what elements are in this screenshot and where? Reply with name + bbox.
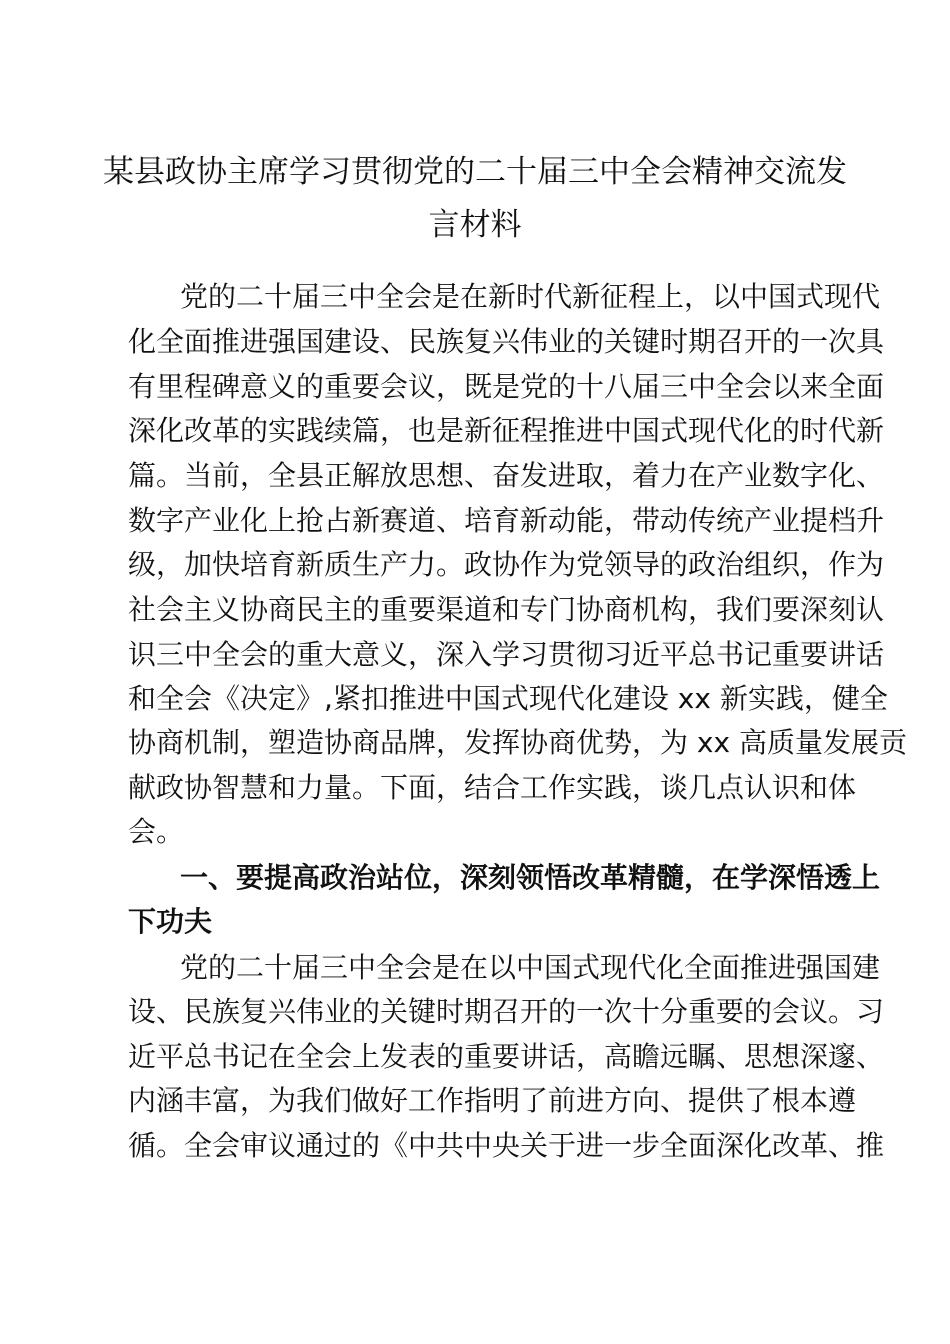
paragraph-line: 献政协智慧和力量。下面，结合工作实践，谈几点认识和体 xyxy=(128,771,857,804)
paragraph-line: 会。 xyxy=(128,815,185,848)
section-heading-line: 下功夫 xyxy=(128,905,213,938)
paragraph-line: 社会主义协商民主的重要渠道和专门协商机构，我们要深刻认 xyxy=(128,593,885,626)
paragraph-line: 级，加快培育新质生产力。政协作为党领导的政治组织，作为 xyxy=(128,548,885,581)
document-title-line-2: 言材料 xyxy=(428,207,522,243)
paragraph-line: 设、民族复兴伟业的关键时期召开的一次十分重要的会议。习 xyxy=(128,995,885,1028)
paragraph-line: 党的二十届三中全会是在新时代新征程上，以中国式现代 xyxy=(180,280,881,313)
paragraph-line: 化全面推进强国建设、民族复兴伟业的关键时期召开的一次具 xyxy=(128,325,885,358)
paragraph-line: 循。全会审议通过的《中共中央关于进一步全面深化改革、推 xyxy=(128,1129,885,1162)
document-title-line-1: 某县政协主席学习贯彻党的二十届三中全会精神交流发 xyxy=(103,154,847,190)
paragraph-line: 识三中全会的重大意义，深入学习贯彻习近平总书记重要讲话 xyxy=(128,638,885,671)
paragraph-line: 近平总书记在全会上发表的重要讲话，高瞻远瞩、思想深邃、 xyxy=(128,1040,885,1073)
paragraph-line: 数字产业化上抢占新赛道、培育新动能，带动传统产业提档升 xyxy=(128,504,885,537)
paragraph-line: 深化改革的实践续篇，也是新征程推进中国式现代化的时代新 xyxy=(128,414,885,447)
section-heading-line: 一、要提高政治站位，深刻领悟改革精髓，在学深悟透上 xyxy=(180,861,881,894)
paragraph-line: 内涵丰富，为我们做好工作指明了前进方向、提供了根本遵 xyxy=(128,1084,857,1117)
paragraph-line: 党的二十届三中全会是在以中国式现代化全面推进强国建 xyxy=(180,951,881,984)
paragraph-line: 篇。当前，全县正解放思想、奋发进取，着力在产业数字化、 xyxy=(128,459,885,492)
paragraph-line: 协商机制，塑造协商品牌，发挥协商优势，为 xx 高质量发展贡 xyxy=(128,726,907,759)
paragraph-line: 有里程碑意义的重要会议，既是党的十八届三中全会以来全面 xyxy=(128,370,885,403)
paragraph-line: 和全会《决定》,紧扣推进中国式现代化建设 xx 新实践，健全 xyxy=(128,682,888,715)
